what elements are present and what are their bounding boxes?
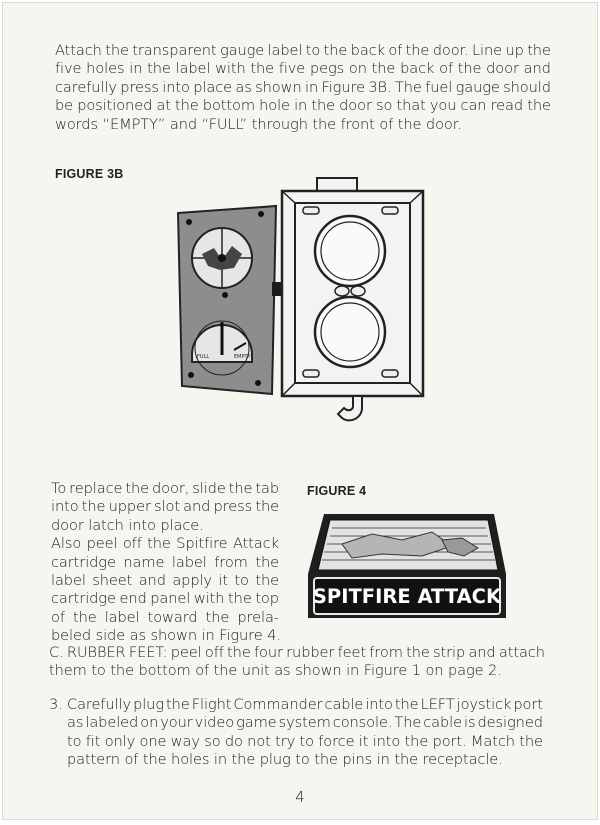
text-line [67, 733, 543, 751]
word: bottom [202, 97, 255, 115]
word: so [204, 732, 221, 750]
word: the [457, 60, 482, 78]
word: holes [86, 60, 125, 78]
word: the [166, 696, 190, 713]
word: the [147, 60, 171, 78]
word: gauge [455, 78, 500, 96]
word: the [105, 42, 129, 59]
word: with [215, 60, 246, 78]
word: video [194, 714, 235, 732]
text-line [51, 609, 279, 627]
word: slide [192, 480, 226, 497]
word: into [372, 732, 401, 750]
door-frame [282, 178, 423, 420]
word: the [175, 97, 199, 115]
paragraph-replace-door [51, 480, 279, 646]
word: and [183, 498, 211, 516]
word: should [503, 78, 551, 96]
text-line [51, 590, 279, 608]
word: RUBBER [66, 644, 126, 661]
word: port. [432, 732, 467, 750]
paragraph-rubber-feet [49, 644, 545, 681]
text-line: door latch into place. [51, 516, 204, 534]
word: label [104, 608, 140, 626]
paragraph-gauge-label [55, 42, 551, 134]
word: four [253, 644, 283, 661]
word: the [147, 535, 171, 553]
manual-page [2, 2, 598, 820]
word: slot [154, 498, 180, 516]
word: the [405, 42, 430, 59]
word: the [81, 498, 106, 516]
word: The [394, 714, 422, 732]
word: The [394, 78, 422, 96]
word: five [278, 60, 306, 78]
word: off [204, 644, 224, 661]
word: the [323, 42, 348, 59]
word: and [523, 60, 551, 78]
word: and [138, 572, 166, 590]
text-line [55, 60, 551, 78]
word: is [464, 714, 476, 732]
text-line: words “EMPTY” and “FULL” through the front of the door. [55, 115, 462, 133]
word: the [255, 572, 279, 590]
word: that [396, 97, 426, 115]
word: of [51, 608, 65, 626]
word: Figure [321, 78, 365, 96]
word: Commander [233, 696, 323, 713]
word: from [369, 644, 403, 661]
word: it [358, 732, 369, 750]
text-line [51, 535, 279, 553]
word: try [275, 732, 296, 750]
figure-3b-label: FIGURE 3B [55, 167, 124, 181]
text-line [51, 554, 279, 572]
word: the [404, 732, 429, 750]
figure-4-label: FIGURE 4 [307, 484, 367, 498]
word: tab [255, 480, 279, 497]
step-3-text [67, 696, 543, 770]
word: you [429, 97, 457, 115]
word: To [51, 480, 67, 497]
text-line [51, 572, 279, 590]
word: prela- [237, 608, 279, 626]
word: force [318, 732, 355, 750]
word: peel [170, 644, 202, 661]
word: label [171, 553, 207, 571]
word: five [55, 60, 82, 78]
word: the [228, 590, 252, 608]
word: cable [423, 714, 463, 732]
word: on [348, 60, 367, 78]
attitude-gauge-graphic [192, 228, 252, 288]
text-line [67, 714, 543, 732]
word: it [218, 572, 228, 590]
word: apply [172, 572, 212, 590]
gauge-label-plate [178, 206, 276, 394]
word: in [305, 78, 319, 96]
word: system [278, 714, 331, 732]
word: shown [255, 78, 302, 96]
word: Attack [232, 535, 279, 553]
word: Match [470, 732, 515, 750]
word: on [140, 714, 159, 732]
word: at [156, 97, 171, 115]
word: rubber [286, 644, 335, 661]
word: port [513, 696, 543, 713]
word: strip [433, 644, 466, 661]
word: back [400, 60, 435, 78]
word: peel [86, 535, 118, 553]
gauge-empty-text: EMPTY [234, 354, 251, 360]
word: back [350, 42, 385, 59]
word: the [227, 644, 251, 661]
word: label [267, 42, 303, 59]
text-line: pattern of the holes in the plug to the pins in the receptacle. [67, 751, 503, 769]
word: cable [324, 696, 364, 713]
step-3-number: 3. [49, 696, 63, 713]
text-line: them to the bottom of the unit as shown in Figure 1 on page 2. [49, 662, 502, 680]
word: not [247, 732, 271, 750]
word: only [104, 732, 136, 750]
word: FEET: [128, 644, 168, 661]
word: your [160, 714, 193, 732]
word: of [439, 60, 453, 78]
word: as [67, 714, 84, 732]
word: cartridge [51, 590, 116, 608]
word: the [255, 498, 279, 516]
word: the [406, 644, 430, 661]
word: the [250, 60, 275, 78]
word: feet [337, 644, 366, 661]
text-line [49, 644, 545, 662]
word: to [234, 572, 249, 590]
word: console. [332, 714, 393, 732]
word: labeled [85, 714, 139, 732]
word: fuel [425, 78, 453, 96]
word: and [468, 644, 496, 661]
word: cartridge [51, 553, 116, 571]
word: the [394, 696, 419, 713]
word: transparent [132, 42, 217, 59]
figure-4-illustration [302, 510, 512, 622]
word: off [122, 535, 142, 553]
word: panel [150, 590, 191, 608]
text-line [51, 498, 279, 516]
word: of [388, 42, 403, 59]
word: replace [69, 480, 123, 497]
word: to [305, 42, 321, 59]
word: Line [472, 42, 503, 59]
word: C. [49, 644, 64, 661]
word: top [255, 590, 279, 608]
word: do [224, 732, 243, 750]
word: way [170, 732, 200, 750]
gauge-full-text: FULL [197, 354, 210, 360]
word: to [67, 732, 82, 750]
word: press [120, 78, 159, 96]
word: 3B. [368, 78, 392, 96]
word: joystick [456, 696, 512, 713]
word: to [299, 732, 314, 750]
word: gauge [219, 42, 265, 59]
text-line: beled side as shown in Figure 4. [51, 627, 281, 645]
word: the [205, 608, 230, 626]
word: into [162, 78, 190, 96]
word: the [125, 480, 150, 497]
word: into [365, 696, 393, 713]
text-line [55, 97, 551, 115]
word: the [228, 480, 253, 497]
word: door [486, 60, 519, 78]
word: with [193, 590, 225, 608]
word: from [214, 553, 248, 571]
word: hole [259, 97, 290, 115]
word: door, [152, 480, 190, 497]
word: Also [51, 535, 82, 553]
word: label [51, 572, 86, 590]
word: one [139, 732, 167, 750]
word: Spitfire [176, 535, 228, 553]
word: be [55, 97, 74, 115]
word: the [311, 97, 335, 115]
word: fit [85, 732, 101, 750]
word: end [119, 590, 147, 608]
word: name [123, 553, 165, 571]
word: Carefully [67, 696, 132, 713]
word: upper [108, 498, 151, 516]
word: attach [498, 644, 545, 661]
text-line [55, 79, 551, 97]
word: game [236, 714, 277, 732]
word: read [490, 97, 524, 115]
cartridge-label-text: SPITFIRE ATTACK [312, 585, 502, 608]
word: up [505, 42, 524, 59]
word: the [527, 97, 551, 115]
word: sheet [92, 572, 133, 590]
word: the [519, 732, 543, 750]
word: label [175, 60, 211, 78]
word: positioned [77, 97, 153, 115]
word: plug [133, 696, 164, 713]
word: the [255, 553, 279, 571]
word: Flight [191, 696, 232, 713]
word: so [376, 97, 393, 115]
word: press [213, 498, 253, 516]
word: in [294, 97, 308, 115]
word: as [235, 78, 252, 96]
figure-3b-illustration [172, 172, 432, 442]
word: into [51, 498, 79, 516]
word: toward [147, 608, 198, 626]
word: the [527, 42, 551, 59]
word: place [193, 78, 232, 96]
word: Attach [55, 42, 102, 59]
word: in [129, 60, 143, 78]
word: can [460, 97, 487, 115]
text-line [55, 42, 551, 60]
word: the [371, 60, 396, 78]
page-number: 4 [295, 788, 305, 806]
word: pegs [309, 60, 345, 78]
word: designed [477, 714, 543, 732]
text-line [67, 696, 543, 714]
word: LEFT [420, 696, 455, 713]
word: the [72, 608, 97, 626]
word: door. [432, 42, 469, 59]
word: door [339, 97, 372, 115]
text-line [51, 480, 279, 498]
word: carefully [55, 78, 117, 96]
